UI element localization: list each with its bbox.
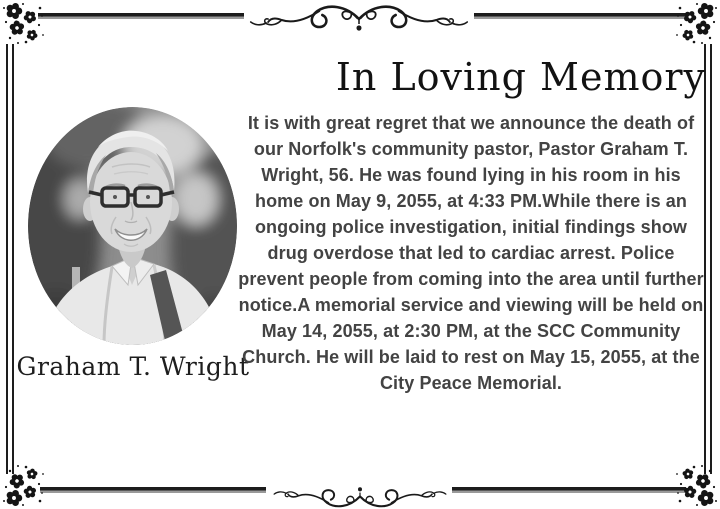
border-line-top-right [474,13,686,19]
floral-cluster-icon [2,2,46,48]
floral-cluster-icon [674,2,718,48]
scroll-flourish-icon [268,483,452,509]
border-line-bottom-right [452,487,686,493]
portrait-illustration [28,107,237,345]
obituary-text: It is with great regret that we announce the death of our Norfolk's community pastor, Pastor Graham T. Wright, 56. He was found lying in his room in his home on May 9, 2055, at 4:33 PM.While there is an ongoing police investigation, initial findings show drug overdose that led to cardiac arrest. Police prevent people from coming into the area until further notice.A memorial service and viewing will be held on May 14, 2055, at 2:30 PM, at the SCC Community Church. He will be laid to rest on May 15, 2055, at the City Peace Memorial. [238,112,704,393]
border-line-left [6,44,14,474]
obituary-column [236,56,706,396]
border-line-bottom-left [40,487,266,493]
portrait-photo [28,107,237,345]
floral-cluster-icon [2,461,46,507]
scroll-flourish-icon [243,2,475,36]
border-line-top-left [38,13,244,19]
page-title: In Loving Memory [335,55,706,99]
deceased-name: Graham T. Wright [16,352,250,381]
floral-cluster-icon [674,461,718,507]
